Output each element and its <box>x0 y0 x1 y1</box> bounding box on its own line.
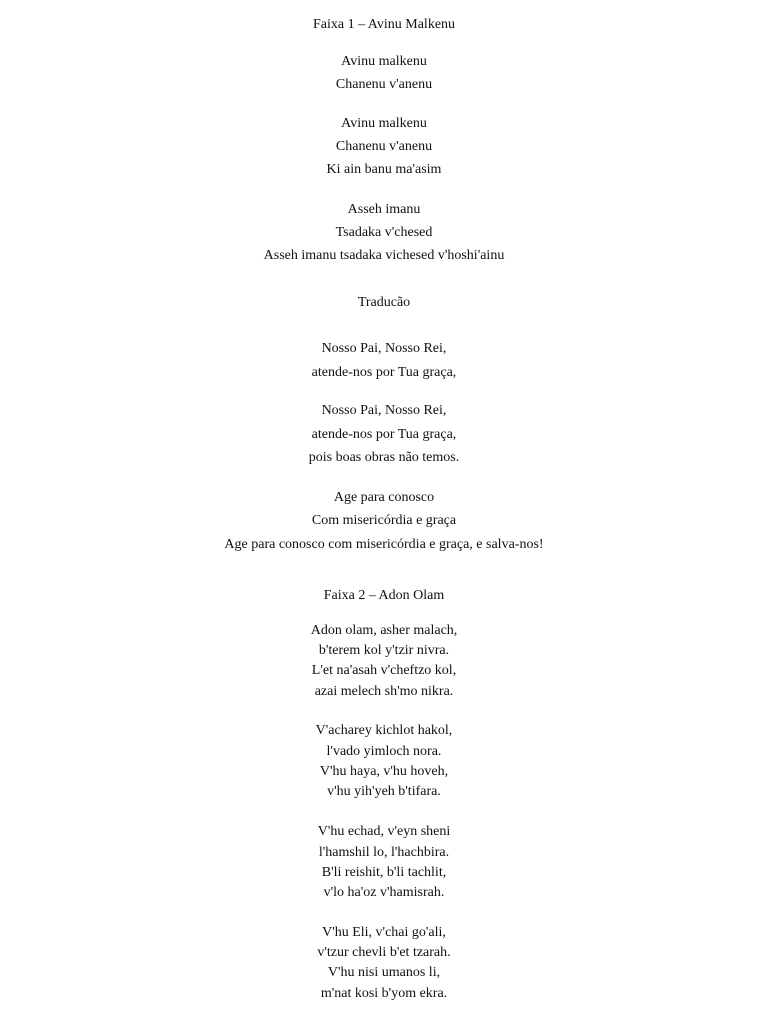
translation-stanza2-line2: atende-nos por Tua graça, <box>311 427 457 442</box>
track2-stanza3-line2: l'hamshil lo, l'hachbira. <box>318 845 450 860</box>
translation-stanza2-line1: Nosso Pai, Nosso Rei, <box>321 403 447 418</box>
track1-stanza2-line3: Ki ain banu ma'asim <box>326 162 442 177</box>
track1-stanza3-line1: Asseh imanu <box>347 202 421 217</box>
translation-heading: Traducão <box>357 295 411 310</box>
track2-stanza3-line4: v'lo ha'oz v'hamisrah. <box>323 885 445 900</box>
track2-stanza1-line1: Adon olam, asher malach, <box>310 623 458 638</box>
track2-stanza4-line2: v'tzur chevli b'et tzarah. <box>317 945 451 960</box>
track2-stanza2-line3: V'hu haya, v'hu hoveh, <box>319 764 449 779</box>
track1-stanza2-line1: Avinu malkenu <box>341 116 427 131</box>
translation-stanza1-line1: Nosso Pai, Nosso Rei, <box>321 341 447 356</box>
track2-stanza1-line4: azai melech sh'mo nikra. <box>314 684 454 699</box>
track2-stanza3-line3: B'li reishit, b'li tachlit, <box>321 865 447 880</box>
track2-stanza2-line2: l'vado yimloch nora. <box>326 744 442 759</box>
track2-stanza4-line3: V'hu nisi umanos li, <box>327 965 441 980</box>
track1-stanza1-line1: Avinu malkenu <box>341 54 427 69</box>
translation-stanza3-line1: Age para conosco <box>333 490 435 505</box>
track1-stanza2-line2: Chanenu v'anenu <box>335 139 433 154</box>
track1-stanza3-line2: Tsadaka v'chesed <box>335 225 433 240</box>
translation-stanza1-line2: atende-nos por Tua graça, <box>311 365 457 380</box>
track1-stanza1-line2: Chanenu v'anenu <box>335 77 433 92</box>
track2-heading: Faixa 2 – Adon Olam <box>323 588 445 603</box>
track2-stanza3-line1: V'hu echad, v'eyn sheni <box>317 824 451 839</box>
track2-stanza4-line1: V'hu Eli, v'chai go'ali, <box>322 925 446 940</box>
track1-heading: Faixa 1 – Avinu Malkenu <box>312 17 456 32</box>
track2-stanza2-line4: v'hu yih'yeh b'tifara. <box>327 784 441 799</box>
translation-stanza2-line3: pois boas obras não temos. <box>308 450 460 465</box>
track2-stanza4-line4: m'nat kosi b'yom ekra. <box>320 986 448 1001</box>
track1-stanza3-line3: Asseh imanu tsadaka vichesed v'hoshi'ainu <box>263 248 505 263</box>
track2-stanza2-line1: V'acharey kichlot hakol, <box>315 723 453 738</box>
translation-stanza3-line2: Com misericórdia e graça <box>311 513 457 528</box>
track2-stanza1-line2: b'terem kol y'tzir nivra. <box>318 643 450 658</box>
track2-stanza1-line3: L'et na'asah v'cheftzo kol, <box>311 663 457 678</box>
translation-stanza3-line3: Age para conosco com misericórdia e graça, e salva-nos! <box>224 537 544 552</box>
